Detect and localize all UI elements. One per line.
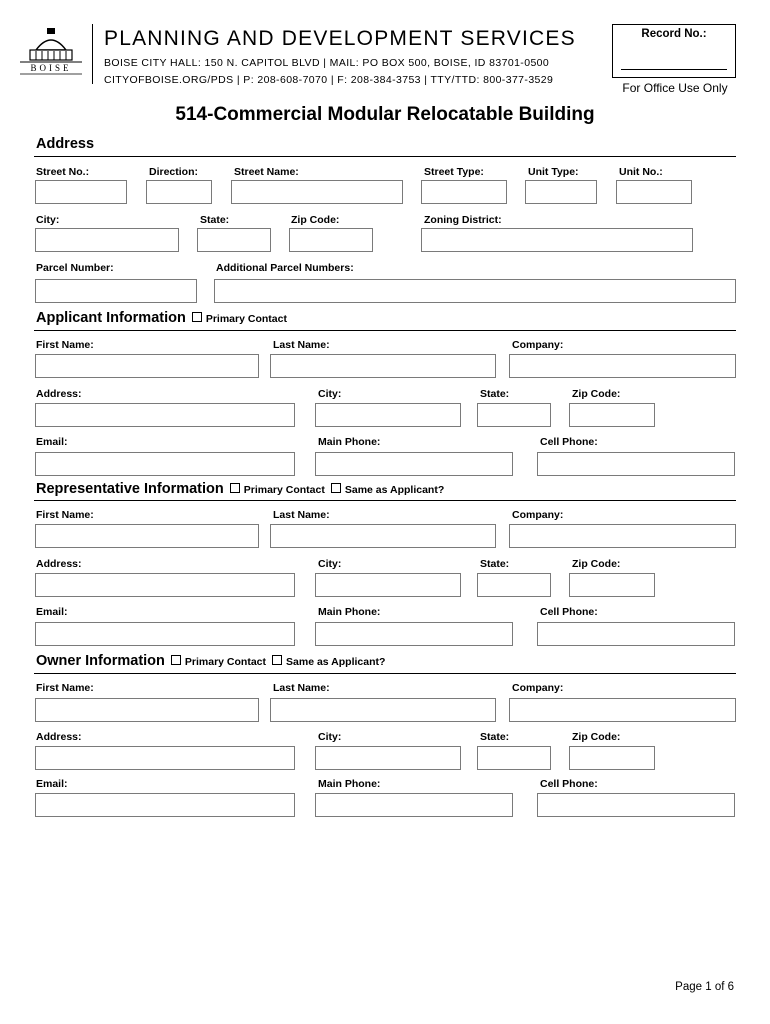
section-rule xyxy=(34,673,736,674)
representative-address-field[interactable] xyxy=(35,573,295,597)
record-number-line xyxy=(621,69,727,70)
applicant-company-field[interactable] xyxy=(509,354,736,378)
section-rule xyxy=(34,330,736,331)
zip-code-label: Zip Code: xyxy=(291,214,340,226)
owner-address-field[interactable] xyxy=(35,746,295,770)
representative-zip-label: Zip Code: xyxy=(572,558,621,570)
owner-city-field[interactable] xyxy=(315,746,461,770)
owner-first-name-field[interactable] xyxy=(35,698,259,722)
owner-zip-label: Zip Code: xyxy=(572,731,621,743)
applicant-address-label: Address: xyxy=(36,388,82,400)
applicant-main-phone-label: Main Phone: xyxy=(318,436,381,448)
street-name-label: Street Name: xyxy=(234,166,299,178)
applicant-cell-phone-label: Cell Phone: xyxy=(540,436,598,448)
owner-primary-contact-checkbox[interactable] xyxy=(171,655,181,665)
representative-first-name-field[interactable] xyxy=(35,524,259,548)
mailing-address: BOISE CITY HALL: 150 N. CAPITOL BLVD | MAIL: PO BOX 500, BOISE, ID 83701-0500 xyxy=(104,57,550,69)
city-field[interactable] xyxy=(35,228,179,252)
contact-info: CITYOFBOISE.ORG/PDS | P: 208-608-7070 | F: 208-384-3753 | TTY/TTD: 800-377-3529 xyxy=(104,74,554,86)
applicant-address-field[interactable] xyxy=(35,403,295,427)
state-field[interactable] xyxy=(197,228,271,252)
record-number-label: Record No.: xyxy=(641,28,707,40)
applicant-main-phone-field[interactable] xyxy=(315,452,513,476)
representative-section-heading xyxy=(36,481,444,497)
owner-cell-phone-label: Cell Phone: xyxy=(540,778,598,790)
representative-cell-phone-field[interactable] xyxy=(537,622,735,646)
representative-address-label: Address: xyxy=(36,558,82,570)
additional-parcel-field[interactable] xyxy=(214,279,736,303)
boise-city-seal-logo xyxy=(20,26,82,78)
representative-company-label: Company: xyxy=(512,509,564,521)
street-name-field[interactable] xyxy=(231,180,403,204)
representative-cell-phone-label: Cell Phone: xyxy=(540,606,598,618)
applicant-email-field[interactable] xyxy=(35,452,295,476)
representative-same-as-applicant-checkbox[interactable] xyxy=(331,483,341,493)
form-title: 514-Commercial Modular Relocatable Building xyxy=(175,104,595,125)
representative-last-name-field[interactable] xyxy=(270,524,496,548)
primary-contact-label: Primary Contact xyxy=(243,484,325,496)
applicant-section-heading xyxy=(36,310,287,326)
representative-first-name-label: First Name: xyxy=(36,509,94,521)
owner-cell-phone-field[interactable] xyxy=(537,793,735,817)
zip-code-field[interactable] xyxy=(289,228,373,252)
representative-company-field[interactable] xyxy=(509,524,736,548)
representative-zip-field[interactable] xyxy=(569,573,655,597)
representative-main-phone-field[interactable] xyxy=(315,622,513,646)
representative-main-phone-label: Main Phone: xyxy=(318,606,381,618)
primary-contact-label: Primary Contact xyxy=(184,656,267,668)
owner-section-heading xyxy=(36,653,385,669)
section-rule xyxy=(34,500,736,501)
applicant-zip-field[interactable] xyxy=(569,403,655,427)
zoning-district-label: Zoning District: xyxy=(424,214,502,226)
same-as-applicant-label: Same as Applicant? xyxy=(286,656,386,668)
owner-city-label: City: xyxy=(318,731,342,743)
representative-email-label: Email: xyxy=(36,606,68,618)
applicant-state-field[interactable] xyxy=(477,403,551,427)
owner-last-name-field[interactable] xyxy=(270,698,496,722)
unit-type-label: Unit Type: xyxy=(528,166,579,178)
additional-parcel-label: Additional Parcel Numbers: xyxy=(216,262,354,274)
applicant-primary-contact-checkbox[interactable] xyxy=(192,312,202,322)
applicant-company-label: Company: xyxy=(512,339,564,351)
office-use-label: For Office Use Only xyxy=(622,81,728,95)
representative-heading-text: Representative Information xyxy=(36,481,224,497)
owner-address-label: Address: xyxy=(36,731,82,743)
city-label: City: xyxy=(36,214,60,226)
applicant-first-name-field[interactable] xyxy=(35,354,259,378)
svg-text:BOISE: BOISE xyxy=(30,63,72,73)
applicant-last-name-label: Last Name: xyxy=(273,339,330,351)
address-section-heading: Address xyxy=(36,136,95,152)
representative-primary-contact-checkbox[interactable] xyxy=(230,483,240,493)
section-rule xyxy=(34,156,736,157)
header-divider xyxy=(92,24,93,84)
record-number-box xyxy=(612,24,736,78)
owner-first-name-label: First Name: xyxy=(36,682,94,694)
street-no-label: Street No.: xyxy=(36,166,90,178)
zoning-district-field[interactable] xyxy=(421,228,693,252)
unit-no-field[interactable] xyxy=(616,180,692,204)
unit-no-label: Unit No.: xyxy=(619,166,663,178)
owner-company-label: Company: xyxy=(512,682,564,694)
direction-label: Direction: xyxy=(149,166,199,178)
representative-state-field[interactable] xyxy=(477,573,551,597)
page-number: Page 1 of 6 xyxy=(675,981,734,993)
representative-last-name-label: Last Name: xyxy=(273,509,330,521)
representative-state-label: State: xyxy=(480,558,510,570)
representative-email-field[interactable] xyxy=(35,622,295,646)
representative-city-label: City: xyxy=(318,558,342,570)
owner-company-field[interactable] xyxy=(509,698,736,722)
street-type-field[interactable] xyxy=(421,180,507,204)
parcel-number-label: Parcel Number: xyxy=(36,262,114,274)
representative-city-field[interactable] xyxy=(315,573,461,597)
applicant-zip-label: Zip Code: xyxy=(572,388,621,400)
applicant-city-field[interactable] xyxy=(315,403,461,427)
owner-email-label: Email: xyxy=(36,778,68,790)
owner-last-name-label: Last Name: xyxy=(273,682,330,694)
owner-same-as-applicant-checkbox[interactable] xyxy=(272,655,282,665)
applicant-state-label: State: xyxy=(480,388,510,400)
state-label: State: xyxy=(200,214,230,226)
applicant-first-name-label: First Name: xyxy=(36,339,94,351)
department-name: PLANNING AND DEVELOPMENT SERVICES xyxy=(104,27,576,50)
applicant-email-label: Email: xyxy=(36,436,68,448)
parcel-number-field[interactable] xyxy=(35,279,197,303)
primary-contact-label: Primary Contact xyxy=(205,313,287,325)
owner-main-phone-field[interactable] xyxy=(315,793,513,817)
owner-main-phone-label: Main Phone: xyxy=(318,778,381,790)
owner-email-field[interactable] xyxy=(35,793,295,817)
street-no-field[interactable] xyxy=(35,180,127,204)
applicant-last-name-field[interactable] xyxy=(270,354,496,378)
applicant-city-label: City: xyxy=(318,388,342,400)
applicant-heading-text: Applicant Information xyxy=(36,310,186,326)
street-type-label: Street Type: xyxy=(424,166,484,178)
unit-type-field[interactable] xyxy=(525,180,597,204)
applicant-cell-phone-field[interactable] xyxy=(537,452,735,476)
owner-state-field[interactable] xyxy=(477,746,551,770)
owner-zip-field[interactable] xyxy=(569,746,655,770)
owner-heading-text: Owner Information xyxy=(36,653,165,669)
same-as-applicant-label: Same as Applicant? xyxy=(344,484,445,496)
owner-state-label: State: xyxy=(480,731,510,743)
direction-field[interactable] xyxy=(146,180,212,204)
